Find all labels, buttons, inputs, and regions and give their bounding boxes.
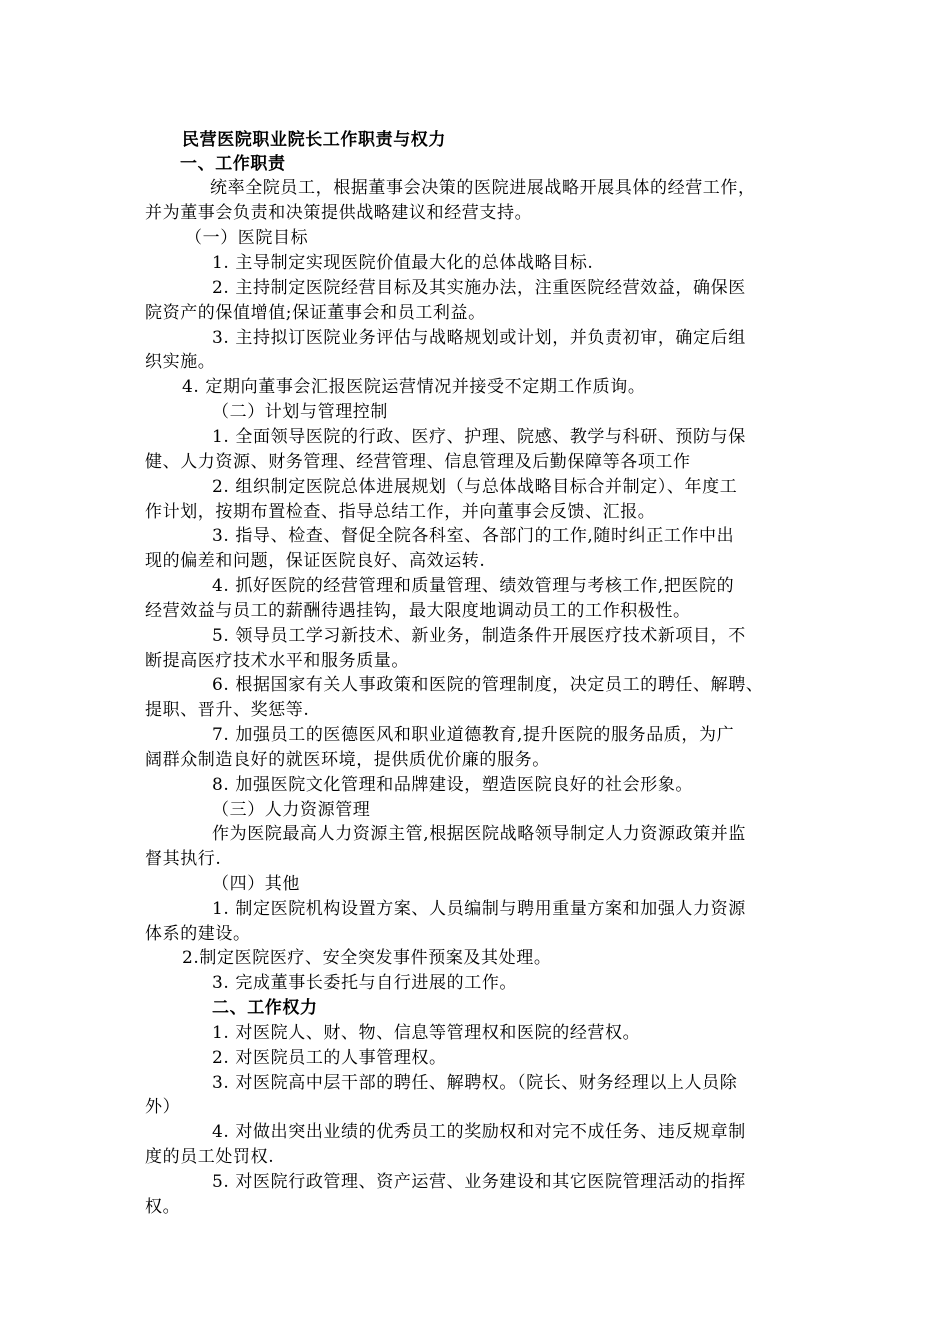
list-item: 5. 对医院行政管理、资产运营、业务建设和其它医院管理活动的指挥 <box>212 1172 746 1192</box>
list-item-continuation: 度的员工处罚权. <box>145 1147 275 1167</box>
paragraph-line: 作为医院最高人力资源主管,根据医院战略领导制定人力资源政策并监 <box>212 824 747 844</box>
list-item-continuation: 健、人力资源、财务管理、经营管理、信息管理及后勤保障等各项工作 <box>145 452 691 472</box>
list-item: 1. 对医院人、财、物、信息等管理权和医院的经营权。 <box>212 1023 641 1043</box>
list-item-continuation: 体系的建设。 <box>145 924 251 944</box>
list-item-continuation: 织实施。 <box>145 352 216 372</box>
list-item: 2. 主持制定医院经营目标及其实施办法，注重医院经营效益，确保医 <box>212 278 746 298</box>
list-item-continuation: 现的偏差和问题，保证医院良好、高效运转. <box>145 551 486 571</box>
list-item-continuation: 权。 <box>145 1197 181 1217</box>
list-item: 1. 制定医院机构设置方案、人员编制与聘用重量方案和加强人力资源 <box>212 899 746 919</box>
list-item: 3. 对医院高中层干部的聘任、解聘权。（院长、财务经理以上人员除 <box>212 1073 738 1093</box>
subsection-heading-planning: （二）计划与管理控制 <box>212 402 388 422</box>
list-item: 1. 全面领导医院的行政、医疗、护理、院感、教学与科研、预防与保 <box>212 427 746 447</box>
list-item: 5. 领导员工学习新技术、新业务，制造条件开展医疗技术新项目，不 <box>212 626 746 646</box>
list-item: 7. 加强员工的医德医风和职业道德教育,提升医院的服务品质，为广 <box>212 725 735 745</box>
list-item: 6. 根据国家有关人事政策和医院的管理制度，决定员工的聘任、解聘、 <box>212 675 764 695</box>
list-item: 3. 主持拟订医院业务评估与战略规划或计划，并负责初审，确定后组 <box>212 328 746 348</box>
subsection-heading-hr: （三）人力资源管理 <box>212 800 371 820</box>
list-item-continuation: 作计划，按期布置检查、指导总结工作，并向董事会反馈、汇报。 <box>145 502 656 522</box>
page-title: 民营医院职业院长工作职责与权力 <box>182 130 446 150</box>
subsection-heading-other: （四）其他 <box>212 874 300 894</box>
list-item: 2. 组织制定医院总体进展规划（与总体战略目标合并制定）、年度工 <box>212 477 738 497</box>
list-item: 4. 对做出突出业绩的优秀员工的奖励权和对完不成任务、违反规章制 <box>212 1122 746 1142</box>
section-heading-duties: 一、工作职责 <box>180 154 286 174</box>
list-item: 1. 主导制定实现医院价值最大化的总体战略目标. <box>212 253 594 273</box>
subsection-heading-goals: （一）医院目标 <box>185 228 309 248</box>
list-item: 2. 对医院员工的人事管理权。 <box>212 1048 447 1068</box>
list-item-continuation: 外） <box>145 1097 181 1117</box>
list-item: 4. 定期向董事会汇报医院运营情况并接受不定期工作质询。 <box>182 377 646 397</box>
section-heading-powers: 二、工作权力 <box>212 998 318 1018</box>
list-item: 8. 加强医院文化管理和品牌建设，塑造医院良好的社会形象。 <box>212 775 694 795</box>
list-item: 2.制定医院医疗、安全突发事件预案及其处理。 <box>182 948 552 968</box>
list-item: 3. 指导、检查、督促全院各科室、各部门的工作,随时纠正工作中出 <box>212 526 735 546</box>
list-item: 4. 抓好医院的经营管理和质量管理、绩效管理与考核工作,把医院的 <box>212 576 735 596</box>
list-item-continuation: 提职、晋升、奖惩等. <box>145 700 310 720</box>
paragraph-line: 督其执行. <box>145 849 222 869</box>
list-item-continuation: 阔群众制造良好的就医环境，提供质优价廉的服务。 <box>145 750 550 770</box>
list-item-continuation: 经营效益与员工的薪酬待遇挂钩，最大限度地调动员工的工作积极性。 <box>145 601 691 621</box>
list-item-continuation: 断提高医疗技术水平和服务质量。 <box>145 651 409 671</box>
list-item: 3. 完成董事长委托与自行进展的工作。 <box>212 973 518 993</box>
intro-line: 并为董事会负责和决策提供战略建议和经营支持。 <box>145 203 533 223</box>
intro-line: 统率全院员工，根据董事会决策的医院进展战略开展具体的经营工作， <box>210 178 756 198</box>
list-item-continuation: 院资产的保值增值;保证董事会和员工利益。 <box>145 303 486 323</box>
